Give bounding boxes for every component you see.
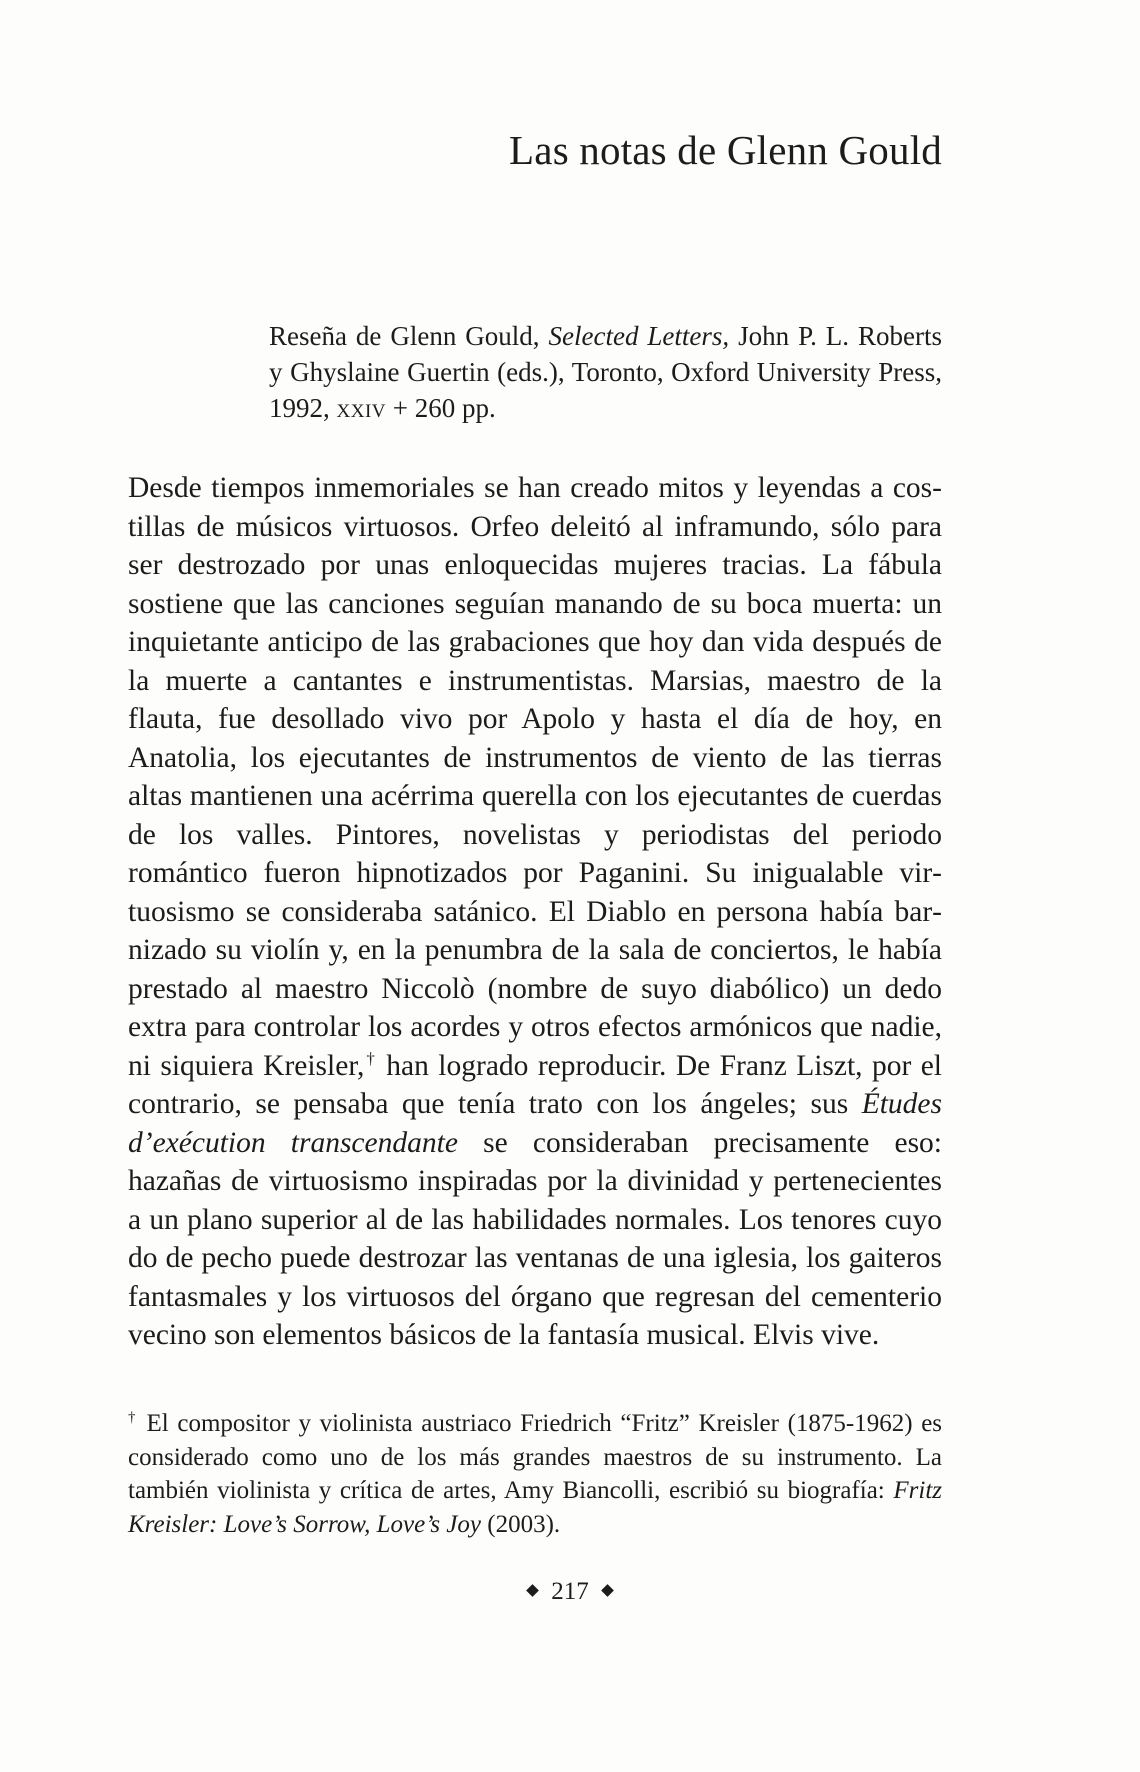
- page-folio: [0, 1578, 1140, 1606]
- footnote-text-part-1: El compositor y violinista austriaco Friedrich “Fritz” Kreisler (1875-1962) es considerado como uno de los más grandes maestros de su instrumento. La también violinista y crítica de artes, Amy Biancolli, escribió su biografía:: [128, 1410, 943, 1504]
- footnote-mark: †: [128, 1409, 138, 1426]
- body-text-part-1: Desde tiempos inmemoriales se han creado mitos y leyendas a costillas de músicos virtuosos. Orfeo deleitó al inframundo, sólo para ser destrozado por unas enloquecidas mujeres tracias. La fábula sostiene que las canciones seguían manando de su boca muerta: un inquietante anticipo de las grabaciones que hoy dan vida después de la muerte a cantantes e instrumentistas. Marsias, maestro de la flauta, fue desollado vivo por Apolo y hasta el día de hoy, en Anatolia, los ejecutantes de instrumentos de viento de las tierras altas mantienen una acérrima querella con los ejecutantes de cuerdas de los valles. Pintores, novelistas y periodistas del periodo romántico fueron hipnotizados por Paganini. Su inigualable virtuosismo se consideraba satánico. El Diablo en persona había barnizado su violín y, en la penumbra de la sala de conciertos, le había prestado al maestro Niccolò (nombre de suyo diabólico) un dedo extra para controlar los acordes y otros efectos armónicos que nadie, ni siquiera Kreisler,: [128, 472, 942, 1082]
- footnote-text-part-2: (2003).: [481, 1510, 561, 1538]
- citation-details: John P. L. Roberts y Ghyslaine Guertin (eds.), Toronto, Oxford University Press, 1992,: [269, 321, 942, 423]
- diamond-ornament-icon: [526, 1584, 539, 1597]
- citation-roman-pages: xxiv: [336, 393, 386, 423]
- diamond-ornament-icon: [601, 1584, 614, 1597]
- citation-book-title: Selected Letters,: [548, 321, 730, 351]
- body-paragraph: [128, 469, 942, 1355]
- footnote-book-title: Fritz Kreisler: Love’s Sorrow, Love’s Joy: [128, 1477, 942, 1538]
- footnote: [128, 1407, 942, 1541]
- body-text-part-3: se consideraban precisamente eso: hazañas de virtuosismo inspiradas por la divinidad y pertenecientes a un plano superior al de las habilidades normales. Los tenores cuyo do de pecho puede destrozar las ventanas de una iglesia, los gaiteros fantasmales y los virtuosos del órgano que regresan del cementerio vecino son elementos básicos de la fantasía musical. Elvis vive.: [128, 1126, 942, 1351]
- body-text-part-2: han logrado reproducir. De Franz Liszt, por el contrario, se pensaba que tenía trato con los ángeles; sus: [128, 1049, 942, 1120]
- citation-prefix: Reseña de Glenn Gould,: [269, 321, 549, 351]
- etudes-title: Études d’exécution transcendante: [128, 1088, 942, 1159]
- review-citation: [269, 318, 942, 426]
- citation-suffix: + 260 pp.: [386, 393, 496, 423]
- footnote-reference-mark[interactable]: †: [364, 1048, 377, 1068]
- running-title: Las notas de Glenn Gould: [509, 127, 942, 173]
- page-number: 217: [551, 1578, 589, 1605]
